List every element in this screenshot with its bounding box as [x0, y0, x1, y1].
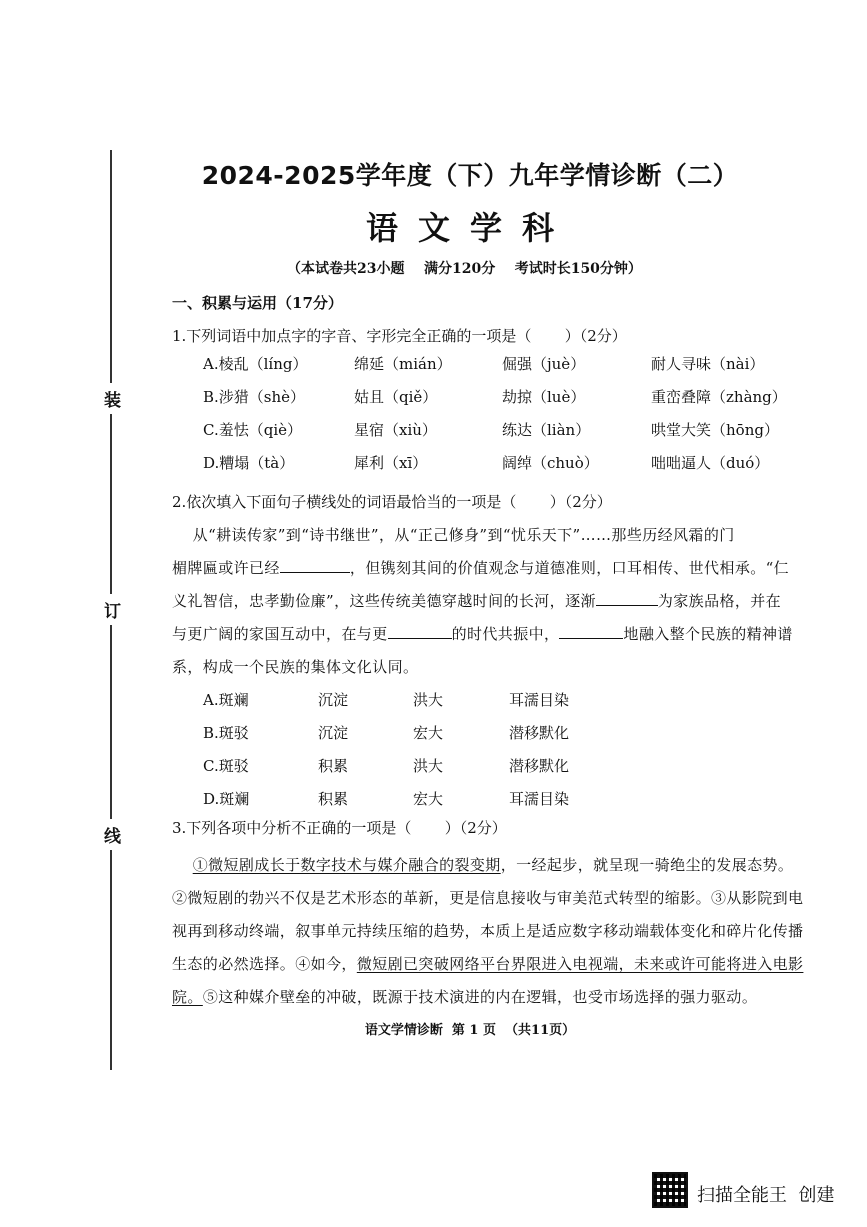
q1-option-c-4: 哄堂大笑（hōng） — [651, 421, 779, 439]
blank-4 — [559, 625, 623, 639]
q2-option-b-4: 潜移默化 — [509, 724, 570, 742]
q1-option-b-1: B.涉猎（shè） — [203, 388, 306, 406]
q3-passage-line-4: 生态的必然选择。④如今，微短剧已突破网络平台界限进入电视端，未来或许可能将进入电影 — [172, 955, 804, 973]
q1-option-d-3: 阔绰（chuò） — [502, 454, 599, 472]
q1-option-c-3: 练达（liàn） — [502, 421, 591, 439]
q2-option-b-1: B.斑驳 — [203, 724, 249, 742]
q2-option-d-1: D.斑斓 — [203, 790, 250, 808]
q1-option-b-3: 劫掠（luè） — [502, 388, 586, 406]
question-1-stem: 1.下列词语中加点字的字音、字形完全正确的一项是（ ）（2分） — [172, 327, 627, 345]
question-2-stem: 2.依次填入下面句子横线处的词语最恰当的一项是（ ）（2分） — [172, 493, 612, 511]
q2-passage-line-1: 从“耕读传家”到“诗书继世”，从“正己修身”到“忧乐天下”……那些历经风霜的门 — [172, 526, 735, 544]
q1-option-a-2: 绵延（mián） — [354, 355, 452, 373]
q2-option-c-1: C.斑驳 — [203, 757, 249, 775]
q1-option-a-1: A.棱乱（líng） — [203, 355, 308, 373]
blank-1 — [280, 559, 350, 573]
q2-option-d-4: 耳濡目染 — [509, 790, 570, 808]
q1-option-a-4: 耐人寻味（nài） — [651, 355, 765, 373]
q2-option-d-3: 宏大 — [413, 790, 444, 808]
q2-option-c-2: 积累 — [318, 757, 349, 775]
q3-passage-line-3: 视再到移动终端，叙事单元持续压缩的趋势，本质上是适应数字移动端载体变化和碎片化传播 — [172, 922, 804, 940]
q2-option-a-4: 耳濡目染 — [509, 691, 570, 709]
exam-title: 2024-2025学年度（下）九年学情诊断（二） — [201, 161, 739, 190]
q2-option-a-3: 洪大 — [413, 691, 444, 709]
q2-option-c-3: 洪大 — [413, 757, 444, 775]
q2-passage-line-2: 楣牌匾或许已经 ，但镌刻其间的价值观念与道德准则，口耳相传、世代相承。“仁 — [172, 559, 790, 577]
blank-3 — [388, 625, 452, 639]
q3-passage-line-1: ①微短剧成长于数字技术与媒介融合的裂变期，一经起步，就呈现一骑绝尘的发展态势。 — [192, 856, 794, 874]
q2-option-d-2: 积累 — [318, 790, 349, 808]
q2-passage-line-3: 义礼智信，忠孝勤俭廉”，这些传统美德穿越时间的长河，逐渐 为家族品格，并在 — [172, 592, 782, 610]
q2-option-a-2: 沉淀 — [318, 691, 349, 709]
section-heading: 一、积累与运用（17分） — [172, 294, 343, 312]
scanner-watermark: 扫描全能王 创建 — [697, 1185, 835, 1206]
q1-option-a-3: 倔强（juè） — [502, 355, 586, 373]
q2-passage-line-4: 与更广阔的家国互动中，在与更 的时代共振中， 地融入整个民族的精神谱 — [172, 625, 793, 643]
q1-option-d-4: 咄咄逼人（duó） — [651, 454, 770, 472]
q1-option-c-1: C.羞怯（qiè） — [203, 421, 302, 439]
page-footer: 语文学情诊断 第 1 页 （共11页） — [364, 1023, 576, 1038]
q2-option-b-2: 沉淀 — [318, 724, 349, 742]
exam-info: （本试卷共23小题 满分120分 考试时长150分钟） — [287, 261, 642, 277]
q1-option-b-2: 姑且（qiě） — [354, 388, 438, 406]
q1-option-d-1: D.糟塌（tà） — [203, 454, 295, 472]
subject-title: 语文学科 — [365, 209, 574, 247]
q3-passage-line-5: 院。⑤这种媒介壁垒的冲破，既源于技术演进的内在逻辑，也受市场选择的强力驱动。 — [172, 988, 758, 1006]
qr-code-icon — [652, 1172, 688, 1208]
q3-passage-line-2: ②微短剧的勃兴不仅是艺术形态的革新，更是信息接收与审美范式转型的缩影。③从影院到电 — [172, 889, 804, 907]
binding-char-xian: 线 — [104, 819, 121, 850]
q2-option-c-4: 潜移默化 — [509, 757, 570, 775]
q1-option-b-4: 重峦叠障（zhàng） — [651, 388, 787, 406]
blank-2 — [596, 592, 658, 606]
q2-option-b-3: 宏大 — [413, 724, 444, 742]
q1-option-c-2: 星宿（xiù） — [354, 421, 437, 439]
q1-option-d-2: 犀利（xī） — [354, 454, 428, 472]
binding-char-zhuang: 装 — [104, 383, 121, 414]
q2-option-a-1: A.斑斓 — [203, 691, 249, 709]
q2-passage-line-5: 系，构成一个民族的集体文化认同。 — [172, 658, 419, 676]
question-3-stem: 3.下列各项中分析不正确的一项是（ ）（2分） — [172, 819, 507, 837]
binding-char-ding: 订 — [104, 594, 121, 625]
